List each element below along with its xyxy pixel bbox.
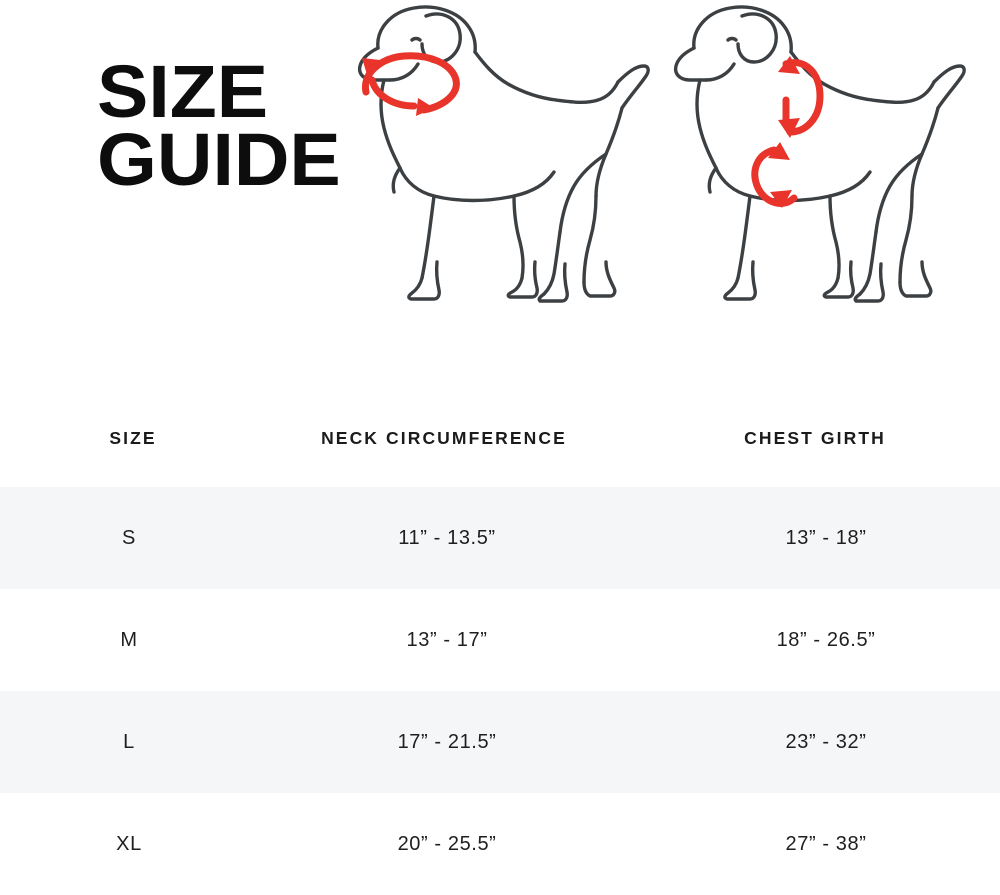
table-row <box>0 793 1000 895</box>
cell-chest: 23” - 32” <box>630 691 1000 793</box>
cell-chest: 18” - 26.5” <box>630 589 1000 691</box>
table-row <box>0 691 1000 793</box>
cell-size: XL <box>0 793 258 895</box>
size-chart-table <box>0 390 1000 895</box>
dog-neck-measurement-illustration <box>318 0 658 335</box>
cell-size: M <box>0 589 258 691</box>
cell-neck: 11” - 13.5” <box>258 487 630 589</box>
table-header-row <box>0 390 1000 487</box>
page-title-line-2: GUIDE <box>97 118 341 202</box>
cell-size: S <box>0 487 258 589</box>
cell-neck: 17” - 21.5” <box>258 691 630 793</box>
page-title-line-1: SIZE <box>97 50 269 133</box>
size-guide-hero <box>0 0 1000 390</box>
table-row <box>0 487 1000 589</box>
dog-chest-measurement-illustration <box>634 0 984 335</box>
cell-chest: 13” - 18” <box>630 487 1000 589</box>
cell-neck: 20” - 25.5” <box>258 793 630 895</box>
cell-size: L <box>0 691 258 793</box>
column-header-chest: CHEST GIRTH <box>630 390 1000 487</box>
column-header-size: SIZE <box>0 390 258 487</box>
table-row <box>0 589 1000 691</box>
column-header-neck: NECK CIRCUMFERENCE <box>258 390 630 487</box>
cell-chest: 27” - 38” <box>630 793 1000 895</box>
cell-neck: 13” - 17” <box>258 589 630 691</box>
